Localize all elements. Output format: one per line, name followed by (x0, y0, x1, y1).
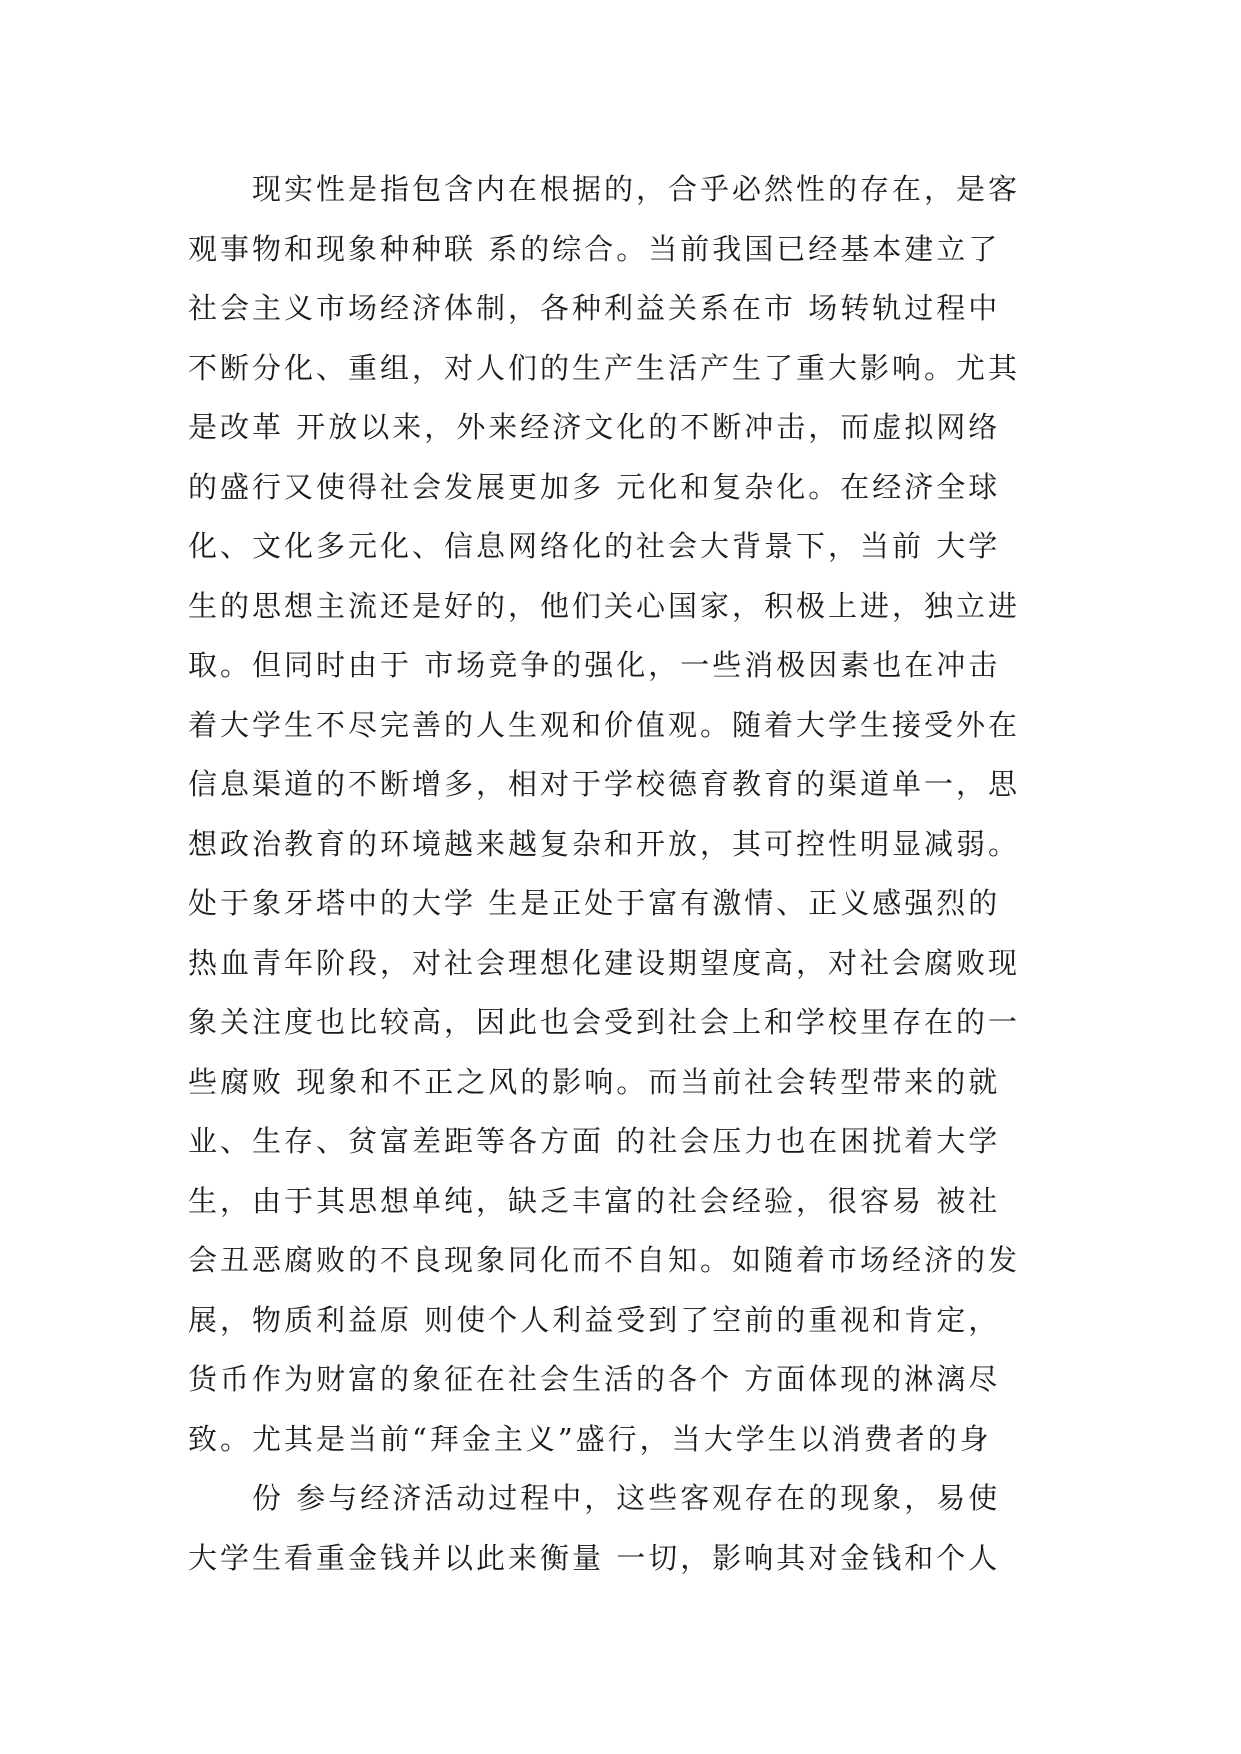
text-line: 信息渠道的不断增多，相对于学校德育教育的渠道单一，思 (188, 767, 1021, 801)
text-line: 致。尤其是当前“拜金主义”盛行，当大学生以消费者的身 (188, 1421, 992, 1456)
text-line: 是改革 开放以来，外来经济文化的不断冲击，而虚拟网络 (188, 410, 1001, 444)
body-text (188, 160, 1068, 1588)
text-line: 想政治教育的环境越来越复杂和开放，其可控性明显减弱。 (188, 826, 1021, 861)
text-line: 大学生看重金钱并以此来衡量 一切，影响其对金钱和个人 (188, 1540, 1001, 1575)
text-line: 些腐败 现象和不正之风的影响。而当前社会转型带来的就 (188, 1064, 1001, 1099)
text-line: 的盛行又使得社会发展更加多 元化和复杂化。在经济全球 (188, 469, 1001, 504)
text-line: 展，物质利益原 则使个人利益受到了空前的重视和肯定， (188, 1302, 1001, 1337)
text-line: 生的思想主流还是好的，他们关心国家，积极上进，独立进 (188, 588, 1021, 623)
text-line: 热血青年阶段，对社会理想化建设期望度高，对社会腐败现 (188, 945, 1021, 980)
text-line: 取。但同时由于 市场竞争的强化，一些消极因素也在冲击 (188, 648, 1001, 682)
text-line: 化、文化多元化、信息网络化的社会大背景下，当前 大学 (188, 529, 1001, 563)
text-line: 着大学生不尽完善的人生观和价值观。随着大学生接受外在 (188, 707, 1021, 742)
text-line: 货币作为财富的象征在社会生活的各个 方面体现的淋漓尽 (188, 1362, 1001, 1396)
text-line: 业、生存、贫富差距等各方面 的社会压力也在困扰着大学 (188, 1124, 1001, 1158)
text-line: 处于象牙塔中的大学 生是正处于富有激情、正义感强烈的 (188, 886, 1001, 920)
text-line: 不断分化、重组，对人们的生产生活产生了重大影响。尤其 (188, 350, 1021, 385)
text-line: 社会主义市场经济体制，各种利益关系在市 场转轨过程中 (188, 291, 1001, 325)
text-line: 份 参与经济活动过程中，这些客观存在的现象，易使 (252, 1481, 1001, 1515)
text-line: 会丑恶腐败的不良现象同化而不自知。如随着市场经济的发 (188, 1243, 1021, 1277)
text-line: 象关注度也比较高，因此也会受到社会上和学校里存在的一 (188, 1005, 1021, 1039)
text-line: 观事物和现象种种联 系的综合。当前我国已经基本建立了 (188, 231, 1001, 266)
text-line: 现实性是指包含内在根据的，合乎必然性的存在，是客 (252, 172, 1021, 206)
text-line: 生，由于其思想单纯，缺乏丰富的社会经验，很容易 被社 (188, 1183, 1001, 1218)
